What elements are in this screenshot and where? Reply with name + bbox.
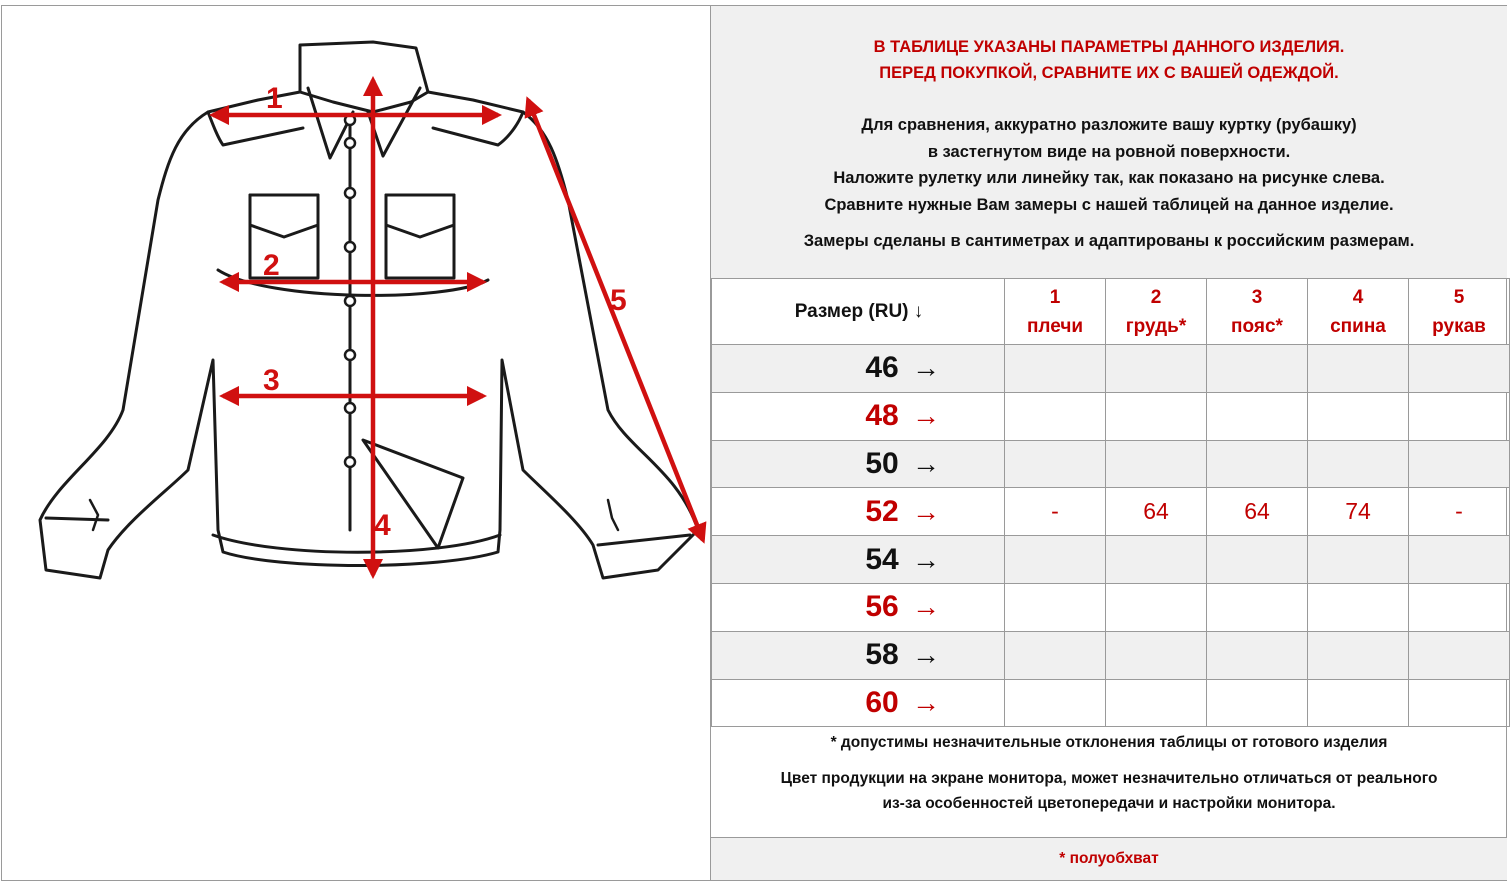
- measurement-label-3: 3: [263, 364, 280, 397]
- measurement-cell: [1005, 440, 1106, 488]
- arrow-right-icon: →: [912, 447, 940, 479]
- color-note-line: из-за особенностей цветопередачи и настройки монитора.: [882, 795, 1336, 812]
- info-header: [711, 6, 1507, 279]
- measurement-label-2: 2: [263, 249, 280, 282]
- measurement-cell: [1409, 536, 1510, 584]
- measurement-cell: [1106, 583, 1207, 631]
- measurement-cell: -: [1005, 488, 1106, 536]
- measurement-cell: [1409, 392, 1510, 440]
- units-note: Замеры сделаны в сантиметрах и адаптированы к российским размерам.: [803, 232, 1415, 250]
- measurement-cell: [1106, 392, 1207, 440]
- table-row: [712, 583, 1510, 631]
- column-header-chest: 2 грудь*: [1106, 279, 1207, 345]
- measurement-cell: [1308, 392, 1409, 440]
- color-note-line: Цвет продукции на экране монитора, может незначительно отличаться от реального: [780, 770, 1438, 787]
- size-value: 48: [865, 399, 899, 433]
- instruction-line: Для сравнения, аккуратно разложите вашу куртку (рубашку): [861, 116, 1357, 134]
- instruction-line: Наложите рулетку или линейку так, как показано на рисунке слева.: [833, 169, 1385, 187]
- measurement-cell: [1106, 345, 1207, 393]
- measurement-cell: [1005, 679, 1106, 727]
- table-row: [712, 488, 1510, 536]
- half-girth-note: * полуобхват: [1059, 850, 1159, 867]
- arrow-right-icon: →: [912, 352, 940, 384]
- size-cell: [712, 345, 1005, 393]
- footer-notes: [711, 724, 1507, 838]
- size-value: 50: [865, 446, 899, 480]
- measurement-cell: 64: [1207, 488, 1308, 536]
- table-row: [712, 679, 1510, 727]
- measurement-cell: [1106, 440, 1207, 488]
- size-value: 56: [865, 590, 899, 624]
- size-cell: [712, 679, 1005, 727]
- arrow-right-icon: →: [912, 495, 940, 527]
- measurement-cell: [1308, 536, 1409, 584]
- table-row: [712, 345, 1510, 393]
- size-cell: [712, 488, 1005, 536]
- arrow-right-icon: →: [912, 686, 940, 718]
- instruction-line: Сравните нужные Вам замеры с нашей таблицей на данное изделие.: [824, 195, 1394, 214]
- measurement-cell: 64: [1106, 488, 1207, 536]
- size-value: 52: [865, 494, 899, 528]
- measurement-cell: [1308, 440, 1409, 488]
- instructions-text: [711, 112, 1507, 218]
- arrow-right-icon: →: [912, 543, 940, 575]
- measurement-cell: [1207, 345, 1308, 393]
- measurement-cell: 74: [1308, 488, 1409, 536]
- half-girth-footer: [711, 838, 1507, 880]
- table-header-row: [712, 279, 1510, 345]
- measurement-cell: [1005, 392, 1106, 440]
- size-value: 60: [865, 685, 899, 719]
- measurement-cell: [1409, 345, 1510, 393]
- size-value: 54: [865, 542, 899, 576]
- measurement-cell: [1005, 583, 1106, 631]
- measurement-cell: [1308, 345, 1409, 393]
- instruction-line: в застегнутом виде на ровной поверхности.: [927, 142, 1291, 161]
- measurement-cell: [1106, 631, 1207, 679]
- size-column-header: Размер (RU) ↓: [712, 279, 1005, 345]
- measurement-cell: [1005, 536, 1106, 584]
- arrow-right-icon: →: [912, 639, 940, 671]
- measurement-cell: [1207, 536, 1308, 584]
- measurement-cell: [1308, 583, 1409, 631]
- table-row: [712, 536, 1510, 584]
- table-row: [712, 631, 1510, 679]
- measurement-cell: [1207, 631, 1308, 679]
- shirt-measurement-diagram: [18, 30, 718, 590]
- measurement-label-1: 1: [266, 82, 283, 115]
- size-cell: [712, 440, 1005, 488]
- table-row: [712, 392, 1510, 440]
- size-value: 58: [865, 638, 899, 672]
- measurement-label-4: 4: [374, 509, 391, 542]
- measurement-cell: [1005, 345, 1106, 393]
- measurement-cell: [1207, 679, 1308, 727]
- measurement-cell: [1409, 679, 1510, 727]
- size-value: 46: [865, 351, 899, 385]
- table-row: [712, 440, 1510, 488]
- measurement-cell: [1409, 440, 1510, 488]
- measurement-cell: [1207, 440, 1308, 488]
- measurement-cell: [1207, 583, 1308, 631]
- size-cell: [712, 583, 1005, 631]
- measurement-cell: [1005, 631, 1106, 679]
- warning-line: В ТАБЛИЦЕ УКАЗАНЫ ПАРАМЕТРЫ ДАННОГО ИЗДЕЛИЯ.: [873, 38, 1345, 56]
- measurement-cell: -: [1409, 488, 1510, 536]
- arrow-right-icon: →: [912, 400, 940, 432]
- measurement-cell: [1106, 679, 1207, 727]
- measurement-cell: [1308, 679, 1409, 727]
- color-note: [711, 766, 1507, 816]
- measure-5-sleeve: [528, 100, 703, 540]
- warning-line: ПЕРЕД ПОКУПКОЙ, СРАВНИТЕ ИХ С ВАШЕЙ ОДЕЖДОЙ.: [879, 64, 1339, 82]
- measurement-cell: [1207, 392, 1308, 440]
- size-cell: [712, 536, 1005, 584]
- measurement-cell: [1409, 583, 1510, 631]
- tolerance-note: * допустимы незначительные отклонения таблицы от готового изделия: [830, 734, 1388, 751]
- column-header-waist: 3 пояс*: [1207, 279, 1308, 345]
- measurement-cell: [1106, 536, 1207, 584]
- arrow-right-icon: →: [912, 591, 940, 623]
- column-header-back: 4 спина: [1308, 279, 1409, 345]
- column-header-sleeve: 5 рукав: [1409, 279, 1510, 345]
- column-header-shoulders: 1 плечи: [1005, 279, 1106, 345]
- size-cell: [712, 631, 1005, 679]
- measurement-cell: [1409, 631, 1510, 679]
- size-table: [711, 278, 1510, 727]
- measurement-cell: [1308, 631, 1409, 679]
- warning-text: [711, 34, 1507, 86]
- measurement-label-5: 5: [610, 284, 627, 317]
- size-cell: [712, 392, 1005, 440]
